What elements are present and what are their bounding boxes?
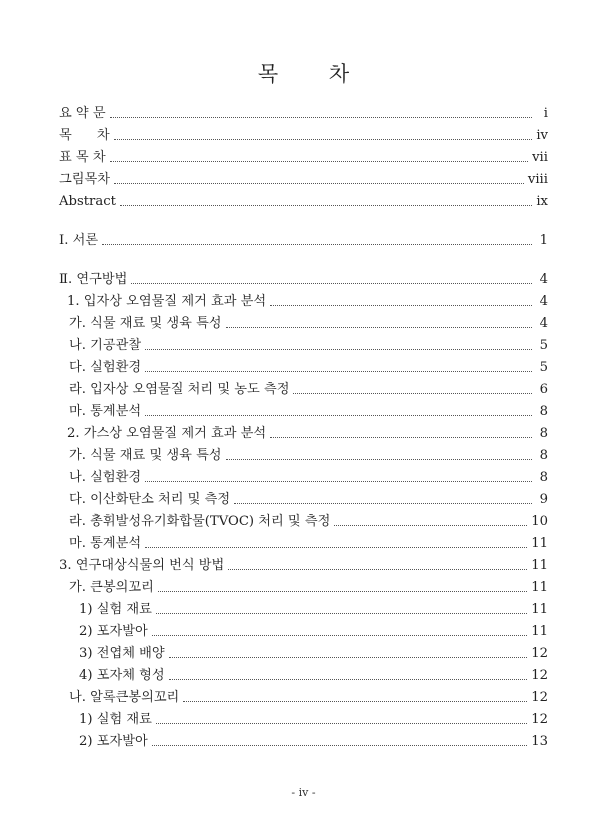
toc-leader (102, 244, 532, 245)
toc-leader (334, 525, 527, 526)
toc-page: 8 (539, 448, 548, 463)
toc-label: 마. 통계분석 (69, 404, 142, 419)
toc-page: 6 (539, 382, 548, 397)
toc-leader (145, 349, 532, 350)
toc-label: 3) 전엽체 배양 (79, 646, 165, 661)
toc-page: 11 (531, 558, 548, 573)
toc-entry (59, 170, 548, 190)
toc-label: 마. 통계분석 (69, 536, 142, 551)
toc-leader (169, 657, 528, 658)
toc-label: 가. 큰봉의꼬리 (69, 580, 154, 595)
toc-entry (59, 336, 548, 356)
toc-page: 12 (531, 690, 548, 705)
toc-page: 1 (539, 233, 548, 248)
toc-page: 12 (531, 712, 548, 727)
toc-entry (59, 578, 548, 598)
toc-leader (145, 481, 532, 482)
toc-page: 11 (531, 602, 548, 617)
toc-leader (114, 139, 532, 140)
toc-leader (270, 305, 532, 306)
toc-entry (59, 192, 548, 212)
toc-label: 3. 연구대상식물의 번식 방법 (59, 558, 225, 573)
toc-label: 4) 포자체 형성 (79, 668, 165, 683)
toc-page: iv (536, 128, 548, 143)
toc-leader (120, 205, 532, 206)
toc-page: ix (536, 194, 548, 209)
toc-entry (59, 688, 548, 708)
toc-entry (59, 512, 548, 532)
toc-page: 11 (531, 624, 548, 639)
page-number-footer: - iv - (291, 786, 316, 799)
toc-label: 다. 실험환경 (69, 360, 142, 375)
toc-label: Abstract (59, 194, 116, 209)
toc-entry (59, 148, 548, 168)
toc-entry (59, 292, 548, 312)
toc-label: 다. 이산화탄소 처리 및 측정 (69, 492, 231, 507)
toc-page: 11 (531, 536, 548, 551)
toc-page: 5 (539, 338, 548, 353)
toc-label: 2. 가스상 오염물질 제거 효과 분석 (67, 426, 267, 441)
toc-leader (156, 723, 527, 724)
toc-label: Ⅰ. 서론 (59, 233, 99, 248)
toc-label: Ⅱ. 연구방법 (59, 272, 128, 287)
page-title: 목 차 (257, 62, 372, 86)
toc-page: 8 (539, 404, 548, 419)
toc-leader (156, 613, 527, 614)
toc-entry (59, 126, 548, 146)
toc-page: 5 (539, 360, 548, 375)
toc-label: 가. 식물 재료 및 생육 특성 (69, 448, 222, 463)
toc-label: 표 목 차 (59, 150, 106, 165)
toc-page: 4 (539, 316, 548, 331)
toc-page: 12 (531, 646, 548, 661)
toc-leader (228, 569, 527, 570)
toc-entry (59, 534, 548, 554)
toc-leader (226, 459, 532, 460)
toc-page: 12 (531, 668, 548, 683)
toc-page: 8 (539, 470, 548, 485)
toc-label: 나. 알록큰봉의꼬리 (69, 690, 180, 705)
toc-entry (59, 402, 548, 422)
toc-label: 목 차 (59, 128, 110, 143)
toc-label: 나. 기공관찰 (69, 338, 142, 353)
toc-label: 라. 입자상 오염물질 처리 및 농도 측정 (69, 382, 290, 397)
toc-page: 4 (539, 272, 548, 287)
toc-page: 10 (531, 514, 548, 529)
toc-entry (59, 358, 548, 378)
toc-entry (59, 231, 548, 251)
toc-entry (59, 314, 548, 334)
toc-entry (59, 104, 548, 124)
toc-page: i (543, 106, 548, 121)
toc-leader (145, 371, 532, 372)
toc-entry (59, 270, 548, 290)
toc-leader (110, 117, 532, 118)
toc-leader (158, 591, 527, 592)
toc-leader (114, 183, 524, 184)
toc-label: 라. 총휘발성유기화합물(TVOC) 처리 및 측정 (69, 514, 331, 529)
toc-page: 9 (539, 492, 548, 507)
toc-page: 4 (539, 294, 548, 309)
toc-label: 2) 포자발아 (79, 734, 148, 749)
toc-entry (59, 644, 548, 664)
toc-leader (169, 679, 528, 680)
toc-page: 13 (531, 734, 548, 749)
toc-label: 1) 실험 재료 (79, 712, 152, 727)
toc-leader (131, 283, 532, 284)
toc-label: 나. 실험환경 (69, 470, 142, 485)
toc-page: 11 (531, 580, 548, 595)
toc-entry (59, 710, 548, 730)
toc-page: 8 (539, 426, 548, 441)
toc-label: 1. 입자상 오염물질 제거 효과 분석 (67, 294, 267, 309)
toc-entry (59, 490, 548, 510)
toc-label: 가. 식물 재료 및 생육 특성 (69, 316, 222, 331)
toc-page: viii (527, 172, 548, 187)
toc-label: 요 약 문 (59, 106, 106, 121)
toc-entry (59, 424, 548, 444)
toc-label: 그림목차 (59, 172, 110, 187)
toc-entry (59, 380, 548, 400)
toc-label: 1) 실험 재료 (79, 602, 152, 617)
toc-entry (59, 666, 548, 686)
toc-page: vii (532, 150, 548, 165)
toc-leader (234, 503, 532, 504)
toc-leader (145, 547, 527, 548)
toc-entry (59, 556, 548, 576)
toc-leader (145, 415, 532, 416)
toc-entry (59, 732, 548, 752)
toc-leader (226, 327, 532, 328)
toc-leader (152, 635, 528, 636)
toc-leader (110, 161, 529, 162)
toc-leader (152, 745, 528, 746)
toc-entry (59, 622, 548, 642)
toc-leader (293, 393, 532, 394)
toc-label: 2) 포자발아 (79, 624, 148, 639)
toc-entry (59, 600, 548, 620)
toc-entry (59, 446, 548, 466)
toc-leader (183, 701, 527, 702)
toc-entry (59, 468, 548, 488)
toc-leader (270, 437, 532, 438)
